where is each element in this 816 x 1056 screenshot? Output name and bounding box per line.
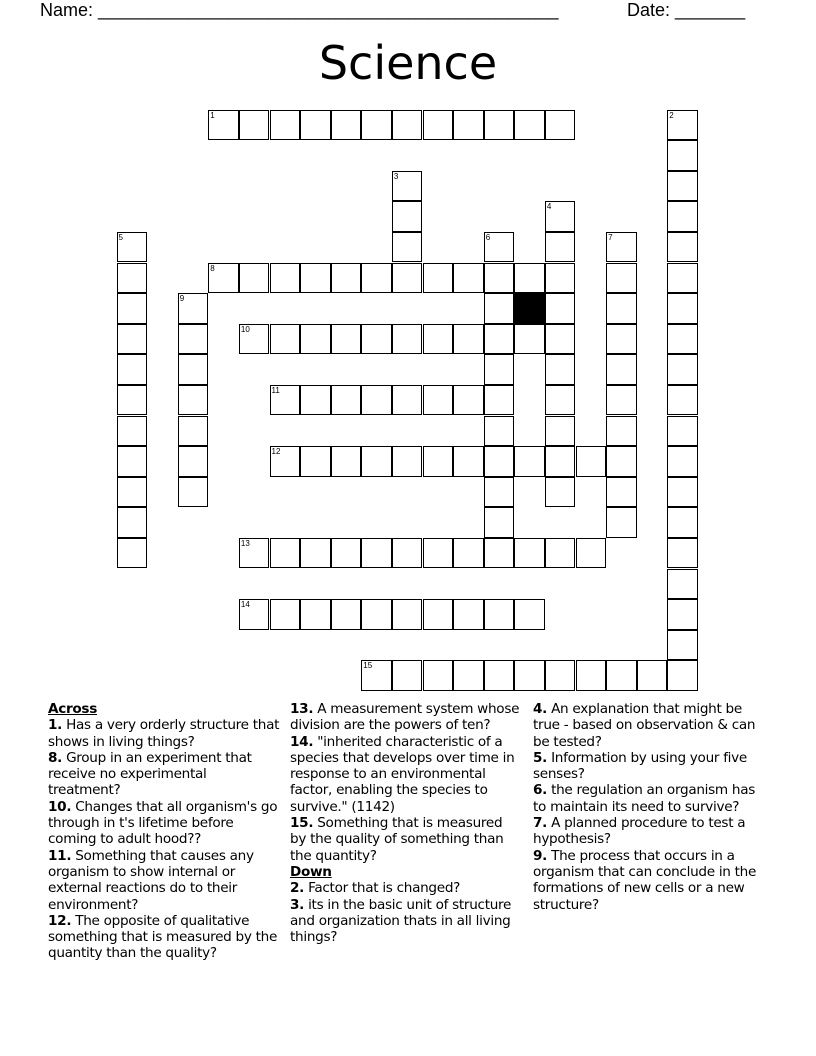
cell-number: 7 (608, 232, 613, 242)
grid-cell[interactable] (117, 293, 148, 324)
grid-cell[interactable] (392, 324, 423, 355)
grid-cell[interactable] (270, 538, 301, 569)
grid-cell[interactable] (545, 201, 576, 232)
grid-cell[interactable] (484, 446, 515, 477)
grid-cell[interactable] (392, 660, 423, 691)
grid-cell[interactable] (117, 354, 148, 385)
cell-number: 11 (271, 385, 280, 395)
clue-down-5: 5. Information by using your five senses? (533, 749, 747, 783)
grid-cell[interactable] (117, 324, 148, 355)
grid-cell[interactable] (606, 293, 637, 324)
grid-cell[interactable] (514, 446, 545, 477)
cell-number: 12 (271, 447, 281, 457)
cell-number: 4 (546, 202, 552, 212)
grid-cell[interactable] (331, 263, 362, 294)
grid-cell[interactable] (392, 538, 423, 569)
grid-cell[interactable] (423, 385, 454, 416)
grid-cell[interactable] (117, 538, 148, 569)
grid-cell[interactable] (361, 324, 392, 355)
grid-cell[interactable] (117, 477, 148, 508)
grid-cell[interactable] (453, 538, 484, 569)
grid-cell[interactable] (392, 110, 423, 141)
grid-cell[interactable] (361, 110, 392, 141)
grid-cell[interactable] (331, 538, 362, 569)
grid-cell[interactable] (117, 263, 148, 294)
clue-down-2: 2. Factor that is changed? (290, 880, 461, 897)
grid-cell[interactable] (270, 263, 301, 294)
grid-cell[interactable] (300, 324, 331, 355)
black-square (514, 293, 545, 324)
cell-number: 10 (240, 324, 250, 334)
grid-cell[interactable] (484, 507, 515, 538)
grid-cell[interactable] (545, 232, 576, 263)
name-blank[interactable]: ______________________________________________ (98, 0, 559, 20)
grid-cell[interactable] (239, 263, 270, 294)
grid-cell[interactable] (545, 446, 576, 477)
grid-cell[interactable] (606, 416, 637, 447)
clues-column-3 (533, 701, 765, 913)
grid-cell[interactable] (545, 385, 576, 416)
grid-cell[interactable] (484, 263, 515, 294)
grid-cell[interactable] (514, 660, 545, 691)
grid-cell[interactable] (392, 385, 423, 416)
grid-cell[interactable] (117, 232, 148, 263)
grid-cell[interactable] (606, 446, 637, 477)
grid-cell[interactable] (514, 538, 545, 569)
grid-cell[interactable] (667, 507, 698, 538)
grid-cell[interactable] (637, 660, 668, 691)
cell-number: 5 (118, 232, 123, 242)
grid-cell[interactable] (667, 263, 698, 294)
grid-cell[interactable] (392, 263, 423, 294)
grid-cell[interactable] (423, 538, 454, 569)
grid-cell[interactable] (606, 324, 637, 355)
grid-cell[interactable] (178, 385, 209, 416)
grid-cell[interactable] (545, 660, 576, 691)
grid-cell[interactable] (423, 263, 454, 294)
cell-number: 1 (210, 110, 215, 120)
grid-cell[interactable] (545, 293, 576, 324)
grid-cell[interactable] (453, 385, 484, 416)
date-blank[interactable]: _______ (675, 0, 746, 20)
grid-cell[interactable] (667, 630, 698, 661)
grid-cell[interactable] (667, 293, 698, 324)
grid-cell[interactable] (117, 385, 148, 416)
grid-cell[interactable] (423, 599, 454, 630)
cell-number: 13 (240, 538, 250, 548)
grid-cell[interactable] (300, 263, 331, 294)
grid-cell[interactable] (484, 660, 515, 691)
grid-cell[interactable] (545, 538, 576, 569)
grid-cell[interactable] (667, 385, 698, 416)
clue-across-14: 14. "inherited characteristic of a species that develops over time in response to an environmental factor, enabling the species to survive." (1142) (290, 733, 515, 815)
cell-number: 6 (485, 232, 491, 242)
date-label: Date: (627, 0, 676, 20)
grid-cell[interactable] (667, 538, 698, 569)
grid-cell[interactable] (667, 660, 698, 691)
grid-cell[interactable] (331, 446, 362, 477)
grid-cell[interactable] (453, 446, 484, 477)
grid-cell[interactable] (484, 416, 515, 447)
date-field[interactable] (627, 0, 745, 21)
clues-column-1 (48, 701, 280, 962)
grid-cell[interactable] (606, 477, 637, 508)
grid-cell[interactable] (423, 324, 454, 355)
grid-cell[interactable] (178, 477, 209, 508)
grid-cell[interactable] (239, 599, 270, 630)
grid-cell[interactable] (606, 232, 637, 263)
cell-number: 14 (240, 600, 250, 610)
grid-cell[interactable] (178, 324, 209, 355)
grid-cell[interactable] (484, 385, 515, 416)
grid-cell[interactable] (117, 416, 148, 447)
grid-cell[interactable] (392, 446, 423, 477)
grid-cell[interactable] (239, 110, 270, 141)
grid-cell[interactable] (331, 324, 362, 355)
grid-cell[interactable] (667, 171, 698, 202)
grid-cell[interactable] (423, 110, 454, 141)
grid-cell[interactable] (453, 660, 484, 691)
grid-cell[interactable] (667, 569, 698, 600)
grid-cell[interactable] (484, 477, 515, 508)
grid-cell[interactable] (178, 446, 209, 477)
cell-number: 3 (393, 171, 399, 181)
grid-cell[interactable] (423, 660, 454, 691)
grid-cell[interactable] (484, 599, 515, 630)
grid-cell[interactable] (270, 385, 301, 416)
grid-cell[interactable] (545, 477, 576, 508)
grid-cell[interactable] (392, 599, 423, 630)
grid-cell[interactable] (392, 201, 423, 232)
grid-cell[interactable] (300, 446, 331, 477)
grid-cell[interactable] (208, 263, 239, 294)
grid-cell[interactable] (300, 110, 331, 141)
grid-cell[interactable] (361, 599, 392, 630)
grid-cell[interactable] (331, 385, 362, 416)
clue-across-10: 10. Changes that all organism's go through in t's lifetime before coming to adult hood?? (48, 798, 278, 848)
grid-cell[interactable] (361, 538, 392, 569)
grid-cell[interactable] (453, 263, 484, 294)
grid-cell[interactable] (300, 538, 331, 569)
grid-cell[interactable] (576, 446, 607, 477)
grid-cell[interactable] (484, 538, 515, 569)
grid-cell[interactable] (178, 293, 209, 324)
page-title: Science (318, 36, 498, 90)
cell-number: 8 (210, 263, 215, 273)
grid-cell[interactable] (361, 446, 392, 477)
grid-cell[interactable] (392, 232, 423, 263)
grid-cell[interactable] (484, 293, 515, 324)
grid-cell[interactable] (484, 324, 515, 355)
grid-cell[interactable] (606, 507, 637, 538)
grid-cell[interactable] (270, 110, 301, 141)
grid-cell[interactable] (606, 354, 637, 385)
grid-cell[interactable] (667, 324, 698, 355)
clue-down-4: 4. An explanation that might be true - based on observation & can be tested? (533, 701, 756, 750)
grid-cell[interactable] (514, 110, 545, 141)
grid-cell[interactable] (453, 110, 484, 141)
grid-cell[interactable] (667, 201, 698, 232)
clue-across-12: 12. The opposite of qualitative something that is measured by the quantity than the quality? (48, 912, 278, 962)
grid-cell[interactable] (484, 354, 515, 385)
grid-cell[interactable] (545, 416, 576, 447)
clue-across-13: 13. A measurement system whose division are the powers of ten? (290, 701, 520, 734)
grid-cell[interactable] (484, 110, 515, 141)
cell-number: 15 (363, 661, 373, 671)
grid-cell[interactable] (178, 354, 209, 385)
grid-cell[interactable] (545, 110, 576, 141)
grid-cell[interactable] (300, 385, 331, 416)
grid-cell[interactable] (545, 324, 576, 355)
grid-cell[interactable] (331, 599, 362, 630)
grid-cell[interactable] (576, 538, 607, 569)
grid-cell[interactable] (361, 385, 392, 416)
grid-cell[interactable] (545, 354, 576, 385)
grid-cell[interactable] (423, 446, 454, 477)
grid-cell[interactable] (606, 385, 637, 416)
down-heading: Down (290, 863, 332, 880)
grid-cell[interactable] (361, 660, 392, 691)
grid-cell[interactable] (453, 599, 484, 630)
grid-cell[interactable] (208, 110, 239, 141)
grid-cell[interactable] (514, 599, 545, 630)
clue-down-6: 6. the regulation an organism has to maintain its need to survive? (533, 782, 756, 815)
across-heading: Across (48, 701, 98, 717)
grid-cell[interactable] (514, 324, 545, 355)
grid-cell[interactable] (606, 660, 637, 691)
grid-cell[interactable] (606, 263, 637, 294)
clue-down-7: 7. A planned procedure to test a hypothesis? (533, 815, 746, 848)
grid-cell[interactable] (453, 324, 484, 355)
grid-cell[interactable] (576, 660, 607, 691)
grid-cell[interactable] (667, 599, 698, 630)
grid-cell[interactable] (667, 416, 698, 447)
grid-cell[interactable] (667, 110, 698, 141)
grid-cell[interactable] (392, 171, 423, 202)
clue-down-3: 3. its in the basic unit of structure and organization thats in all living things? (290, 896, 512, 946)
grid-cell[interactable] (117, 507, 148, 538)
clues-column-2 (290, 701, 522, 945)
grid-cell[interactable] (300, 599, 331, 630)
clue-across-8: 8. Group in an experiment that receive no experimental treatment? (48, 749, 252, 799)
grid-cell[interactable] (270, 446, 301, 477)
name-label: Name: (40, 0, 99, 20)
grid-cell[interactable] (178, 416, 209, 447)
clue-across-1: 1. Has a very orderly structure that shows in living things? (48, 717, 280, 750)
grid-cell[interactable] (667, 232, 698, 263)
grid-cell[interactable] (484, 232, 515, 263)
clue-across-11: 11. Something that causes any organism to show internal or external reactions do to their environment? (48, 847, 254, 913)
grid-cell[interactable] (667, 140, 698, 171)
name-field[interactable] (40, 0, 559, 21)
grid-cell[interactable] (361, 263, 392, 294)
grid-cell[interactable] (545, 263, 576, 294)
grid-cell[interactable] (239, 538, 270, 569)
clue-across-15: 15. Something that is measured by the quality of something than the quantity? (290, 815, 504, 864)
grid-cell[interactable] (270, 324, 301, 355)
clue-down-9: 9. The process that occurs in a organism that can conclude in the formations of new cells or a new structure? (533, 847, 757, 913)
grid-cell[interactable] (270, 599, 301, 630)
grid-cell[interactable] (239, 324, 270, 355)
grid-cell[interactable] (117, 446, 148, 477)
grid-cell[interactable] (514, 263, 545, 294)
grid-cell[interactable] (667, 446, 698, 477)
grid-cell[interactable] (667, 354, 698, 385)
cell-number: 9 (179, 294, 185, 304)
grid-cell[interactable] (667, 477, 698, 508)
cell-number: 2 (669, 110, 674, 120)
grid-cell[interactable] (331, 110, 362, 141)
